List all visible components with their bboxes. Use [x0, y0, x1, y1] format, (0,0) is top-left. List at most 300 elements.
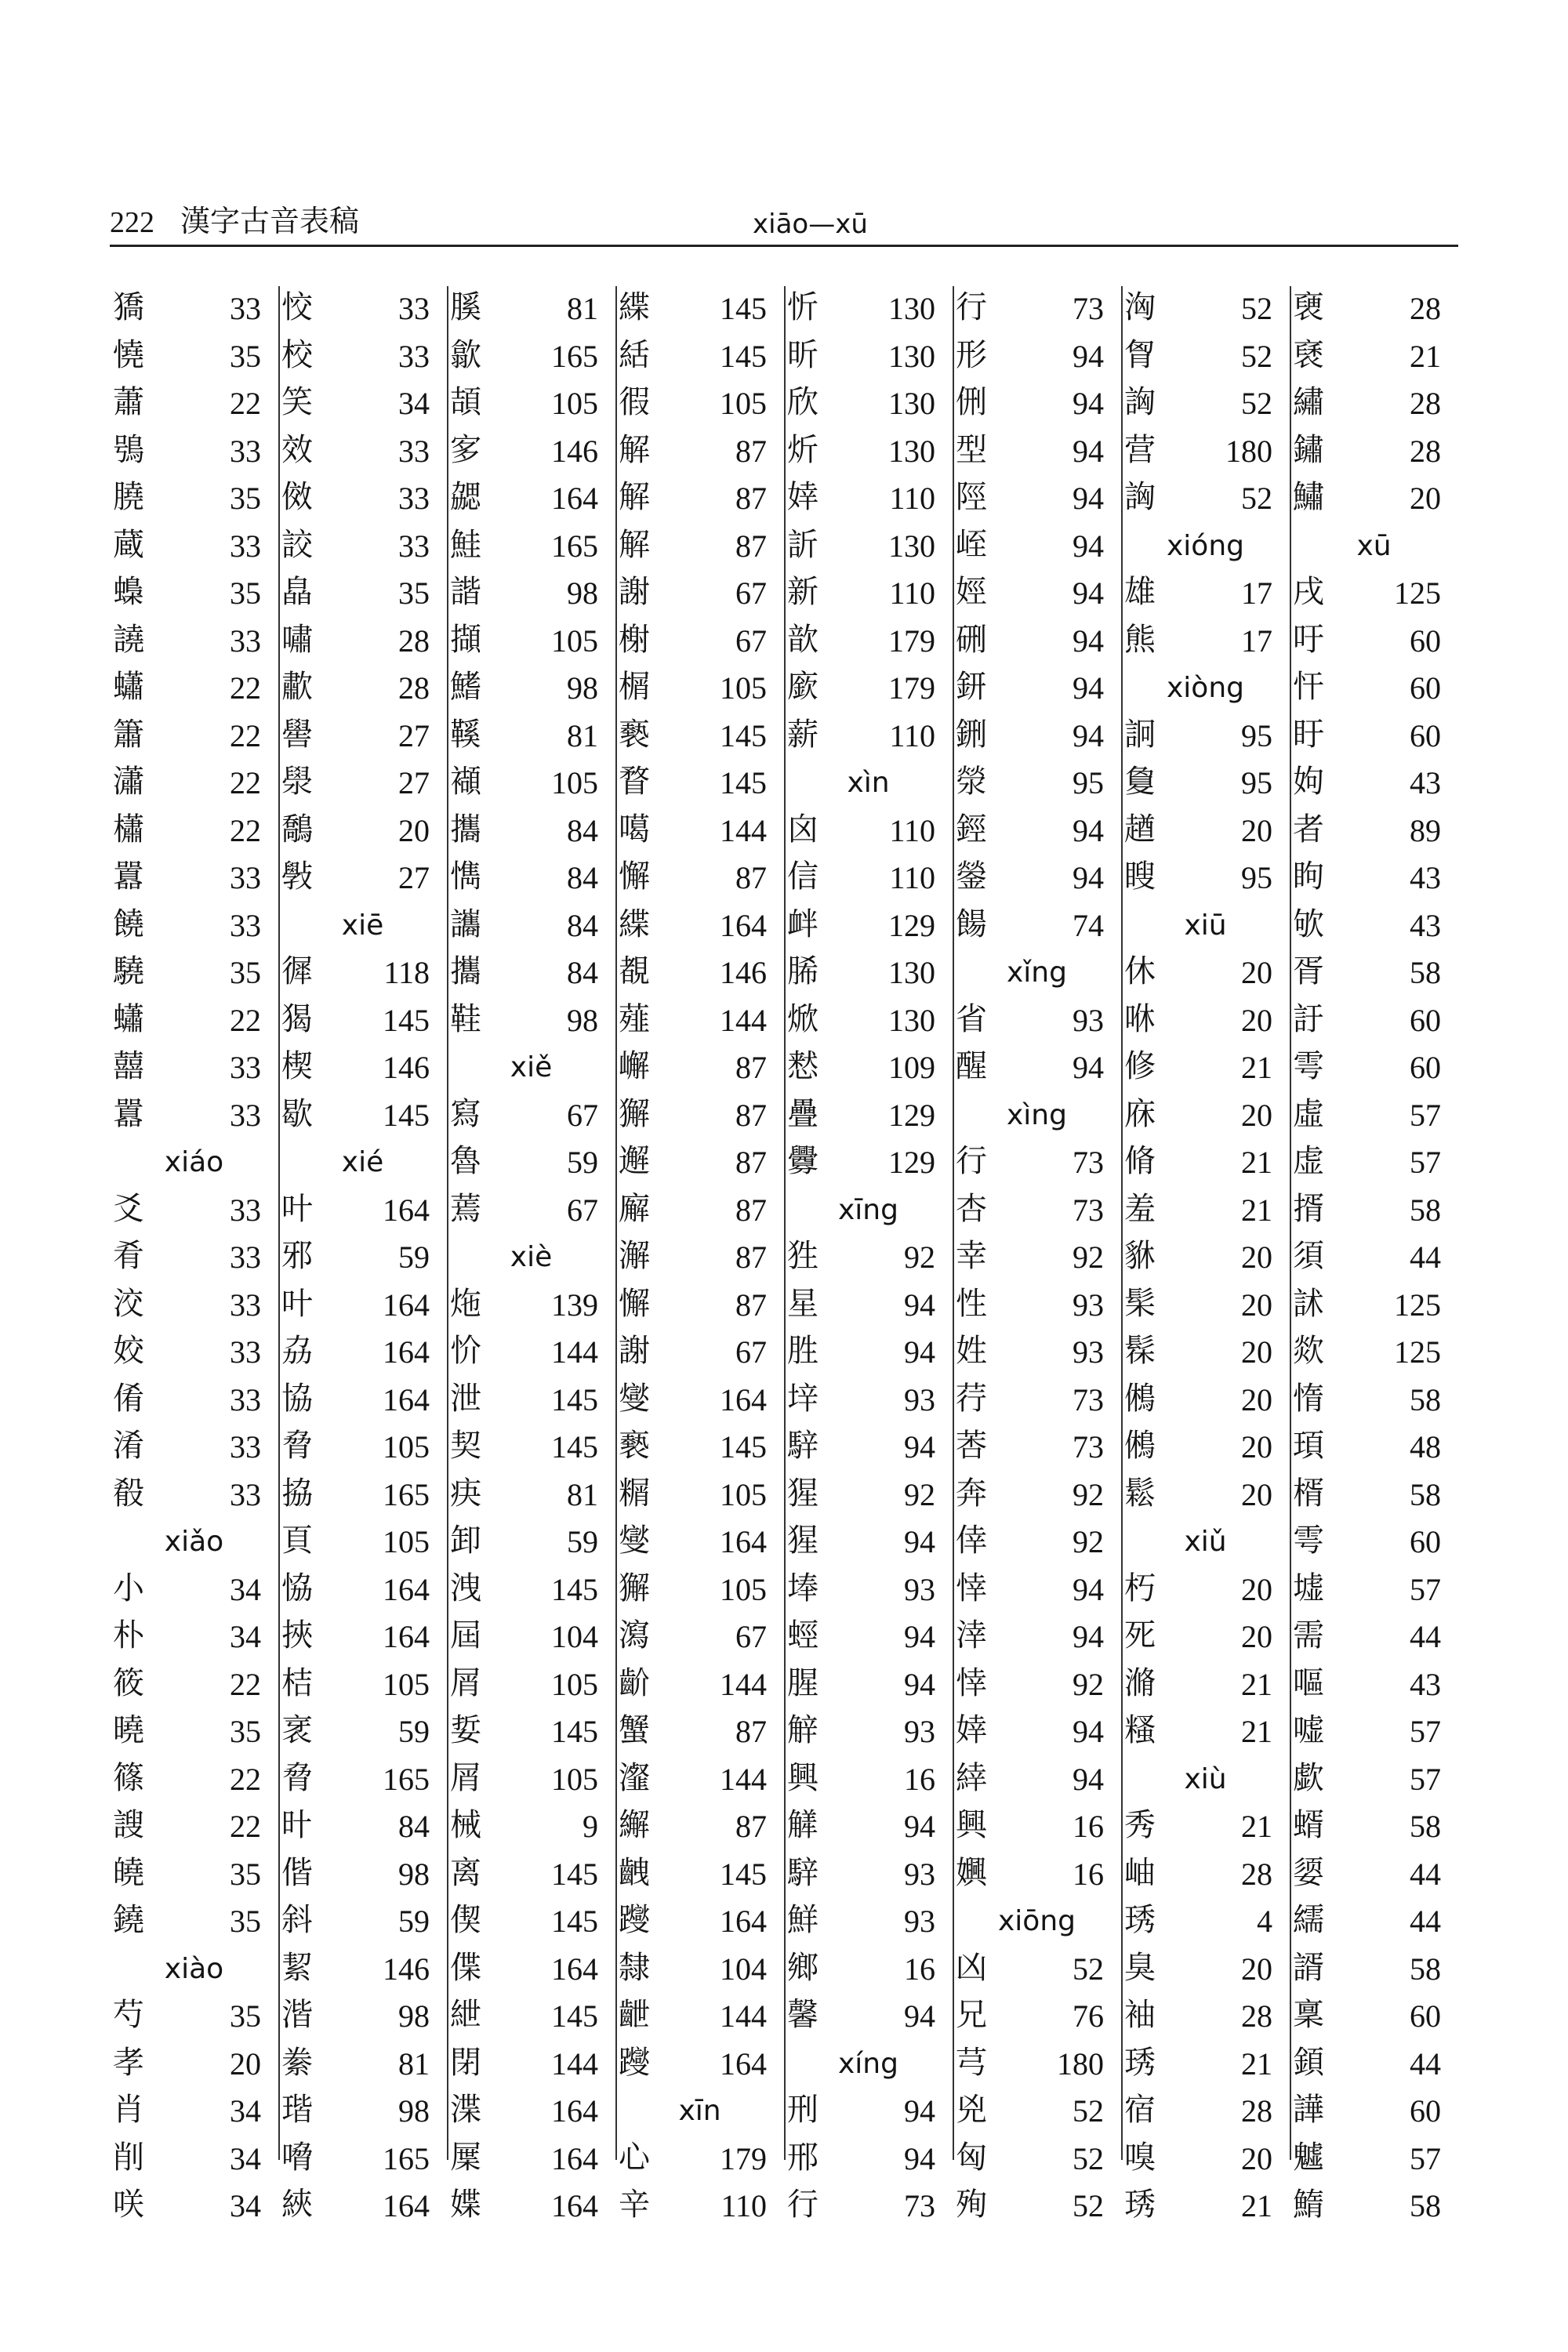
entry-number: 164	[383, 1619, 430, 1654]
entry-number: 21	[1241, 1714, 1272, 1749]
entry-number: 105	[551, 386, 598, 421]
entry-number: 34	[230, 2188, 261, 2223]
entry-number: 57	[1410, 2140, 1441, 2176]
pinyin-heading	[110, 1947, 278, 1992]
index-column	[278, 286, 448, 2223]
entry-number: 94	[1073, 1714, 1104, 1749]
index-entry	[447, 1804, 615, 1849]
index-entry	[1121, 381, 1290, 426]
entry-number: 145	[720, 765, 767, 800]
entry-number: 73	[904, 2188, 935, 2223]
entry-character: 小	[113, 1570, 144, 1606]
entry-number: 73	[1073, 1192, 1104, 1228]
entry-character: 旪	[281, 1807, 313, 1843]
entry-character: 契	[450, 1428, 481, 1464]
index-entry	[278, 2136, 447, 2182]
entry-character: 傚	[281, 479, 313, 515]
entry-number: 28	[1241, 1998, 1272, 2034]
entry-character: 嚳	[281, 716, 313, 753]
entry-number: 20	[1241, 1334, 1272, 1370]
entry-character: 腥	[787, 1664, 818, 1701]
page-number: 222	[110, 206, 154, 239]
entry-character: 髤	[1124, 1285, 1156, 1322]
entry-character: 筱	[113, 1664, 144, 1701]
entry-number: 98	[567, 1002, 598, 1038]
index-entry	[1121, 1188, 1290, 1233]
index-entry	[953, 1947, 1121, 1992]
entry-number: 165	[383, 2140, 430, 2176]
index-entry	[615, 666, 784, 711]
entry-number: 34	[230, 2140, 261, 2176]
entry-character: 峌	[956, 526, 987, 563]
entry-number: 94	[904, 1334, 935, 1370]
entry-character: 姁	[1293, 764, 1324, 800]
index-entry	[953, 666, 1121, 711]
entry-number: 105	[720, 1476, 767, 1512]
entry-character: 繲	[619, 1807, 650, 1843]
entry-number: 52	[1073, 2093, 1104, 2129]
entry-number: 94	[1073, 622, 1104, 659]
entry-number: 20	[1241, 1240, 1272, 1275]
entry-number: 52	[1241, 291, 1272, 326]
entry-character: 蟂	[113, 574, 144, 610]
entry-character: 齘	[619, 1664, 650, 1701]
entry-character: 徲	[281, 953, 313, 989]
index-entry	[110, 2089, 278, 2134]
index-entry	[953, 286, 1121, 332]
entry-character: 歙	[450, 336, 481, 373]
entry-character: 興	[956, 1807, 987, 1843]
index-entry	[1121, 1045, 1290, 1091]
entry-character: 嶰	[619, 1048, 650, 1084]
index-entry	[1290, 571, 1458, 616]
index-entry	[784, 903, 953, 949]
entry-number: 145	[383, 1002, 430, 1038]
index-column	[1121, 286, 1291, 2223]
entry-character: 硎	[956, 621, 987, 658]
index-entry	[953, 2089, 1121, 2134]
entry-character: 雩	[1293, 1048, 1324, 1084]
index-entry	[953, 334, 1121, 379]
index-entry	[278, 429, 447, 474]
entry-number: 33	[230, 907, 261, 943]
index-entry	[953, 1804, 1121, 1849]
index-entry	[278, 1377, 447, 1423]
index-entry	[953, 713, 1121, 759]
entry-character: 焮	[787, 1000, 818, 1037]
pinyin-heading	[110, 1519, 278, 1565]
entry-number: 16	[1073, 1809, 1104, 1844]
entry-number: 28	[1241, 1856, 1272, 1892]
entry-character: 紲	[450, 1997, 481, 2033]
index-entry	[110, 1472, 278, 1518]
entry-character: 蔫	[450, 1190, 481, 1227]
index-entry	[615, 808, 784, 854]
entry-character: 饒	[113, 906, 144, 942]
entry-number: 164	[720, 1904, 767, 1939]
pinyin-heading	[784, 1188, 953, 1233]
index-entry	[110, 903, 278, 949]
entry-number: 33	[230, 528, 261, 564]
index-entry	[953, 903, 1121, 949]
entry-number: 110	[889, 812, 935, 848]
index-entry	[953, 1330, 1121, 1375]
entry-character: 須	[1293, 1238, 1324, 1274]
index-entry	[953, 2136, 1121, 2182]
entry-number: 28	[398, 622, 430, 659]
entry-number: 87	[735, 1809, 767, 1844]
entry-character: 皢	[113, 1854, 144, 1891]
entry-number: 118	[383, 955, 430, 990]
entry-number: 33	[230, 860, 261, 895]
index-entry	[447, 334, 615, 379]
entry-character: 滫	[1124, 1664, 1156, 1701]
entry-character: 讗	[450, 906, 481, 942]
index-entry	[953, 760, 1121, 806]
entry-character: 涬	[956, 1617, 987, 1653]
index-entry	[784, 1709, 953, 1755]
index-entry	[1290, 286, 1458, 332]
entry-character: 髹	[1124, 1333, 1156, 1369]
entry-number: 146	[551, 433, 598, 469]
entry-number: 109	[888, 1050, 935, 1085]
entry-character: 琇	[1124, 2044, 1156, 2081]
entry-number: 60	[1410, 1524, 1441, 1559]
entry-number: 33	[230, 433, 261, 469]
index-entry	[615, 2183, 784, 2229]
entry-number: 21	[1241, 2188, 1272, 2223]
pinyin-heading	[447, 1235, 615, 1280]
entry-character: 懈	[619, 1285, 650, 1322]
entry-character: 鰭	[450, 669, 481, 705]
index-entry	[447, 1709, 615, 1755]
index-entry	[784, 1283, 953, 1328]
entry-number: 110	[889, 717, 935, 753]
entry-number: 34	[230, 1571, 261, 1607]
index-entry	[784, 1757, 953, 1802]
entry-number: 33	[230, 1476, 261, 1512]
entry-character: 鮮	[787, 1902, 818, 1938]
entry-number: 95	[1073, 765, 1104, 800]
entry-character: 荇	[956, 1380, 987, 1417]
entry-number: 52	[1073, 2140, 1104, 2176]
pinyin-heading-text: xiòng	[1167, 672, 1244, 704]
index-entry	[615, 286, 784, 332]
entry-number: 59	[567, 1145, 598, 1180]
index-entry	[1290, 760, 1458, 806]
entry-number: 89	[1410, 812, 1441, 848]
pinyin-heading-text: xiào	[164, 1952, 224, 1985]
index-entry	[110, 1852, 278, 1897]
entry-number: 105	[551, 765, 598, 800]
entry-number: 105	[551, 622, 598, 659]
entry-number: 84	[567, 860, 598, 895]
entry-number: 105	[720, 670, 767, 706]
entry-character: 歗	[281, 669, 313, 705]
entry-character: 囟	[787, 811, 818, 848]
entry-number: 58	[1410, 1476, 1441, 1512]
entry-number: 34	[230, 1619, 261, 1654]
index-entry	[1121, 1093, 1290, 1138]
entry-character: 羞	[1124, 1190, 1156, 1227]
entry-character: 挾	[281, 1617, 313, 1653]
entry-number: 94	[1073, 338, 1104, 374]
entry-number: 21	[1241, 1050, 1272, 1085]
entry-number: 94	[904, 1809, 935, 1844]
entry-number: 164	[720, 1381, 767, 1417]
pinyin-heading-text: xìn	[847, 767, 890, 799]
index-entry	[447, 571, 615, 616]
entry-character: 廞	[787, 669, 818, 705]
index-entry	[784, 334, 953, 379]
entry-character: 譊	[113, 621, 144, 658]
index-entry	[1121, 1947, 1290, 1992]
entry-number: 44	[1410, 2045, 1441, 2082]
entry-number: 81	[567, 1476, 598, 1512]
index-entry	[953, 1994, 1121, 2039]
entry-number: 22	[230, 670, 261, 706]
entry-character: 鬆	[1124, 1475, 1156, 1512]
entry-number: 43	[1410, 1666, 1441, 1702]
index-entry	[1290, 1662, 1458, 1708]
entry-number: 164	[551, 2188, 598, 2223]
index-entry	[1290, 1472, 1458, 1518]
entry-character: 屆	[450, 1617, 481, 1653]
pinyin-heading-text: xiè	[510, 1241, 553, 1273]
entry-number: 94	[904, 2093, 935, 2129]
entry-character: 膎	[450, 289, 481, 325]
entry-character: 協	[281, 1380, 313, 1417]
entry-number: 164	[551, 481, 598, 516]
entry-number: 60	[1410, 717, 1441, 753]
entry-number: 35	[230, 1714, 261, 1749]
entry-character: 倄	[113, 1380, 144, 1417]
entry-number: 67	[735, 1334, 767, 1370]
entry-character: 拹	[281, 1475, 313, 1512]
index-entry	[784, 2089, 953, 2134]
entry-number: 35	[230, 481, 261, 516]
entry-number: 164	[720, 907, 767, 943]
entry-number: 17	[1241, 622, 1272, 659]
entry-number: 164	[551, 2140, 598, 2176]
entry-number: 94	[904, 2140, 935, 2176]
index-entry	[953, 1519, 1121, 1565]
index-entry	[1290, 1994, 1458, 2039]
entry-character: 薤	[619, 1000, 650, 1037]
entry-number: 4	[1257, 1904, 1272, 1939]
index-entry	[1121, 950, 1290, 996]
entry-character: 校	[281, 336, 313, 373]
entry-number: 180	[1225, 433, 1272, 469]
entry-character: 襭	[450, 764, 481, 800]
entry-number: 16	[1073, 1856, 1104, 1892]
pinyin-heading	[1121, 903, 1290, 949]
entry-character: 咲	[113, 2187, 144, 2223]
index-entry	[784, 998, 953, 1044]
index-entry	[784, 1425, 953, 1470]
entry-character: 杏	[956, 1190, 987, 1227]
entry-number: 93	[904, 1381, 935, 1417]
index-entry	[447, 524, 615, 569]
index-entry	[447, 1519, 615, 1565]
entry-number: 22	[230, 1809, 261, 1844]
entry-number: 58	[1410, 1809, 1441, 1844]
entry-character: 魯	[450, 1143, 481, 1179]
entry-number: 22	[230, 1666, 261, 1702]
entry-number: 110	[720, 2188, 767, 2223]
entry-character: 頊	[1293, 1428, 1324, 1464]
entry-number: 98	[398, 1856, 430, 1892]
index-entry	[953, 1709, 1121, 1755]
entry-number: 17	[1241, 575, 1272, 611]
index-entry	[1121, 1283, 1290, 1328]
entry-character: 脩	[1124, 1143, 1156, 1179]
index-entry	[1121, 998, 1290, 1044]
index-entry	[953, 808, 1121, 854]
index-entry	[447, 286, 615, 332]
index-entry	[447, 950, 615, 996]
index-entry	[110, 429, 278, 474]
index-entry	[784, 429, 953, 474]
index-entry	[953, 1188, 1121, 1233]
entry-character: 解	[619, 526, 650, 563]
index-entry	[278, 1093, 447, 1138]
entry-number: 73	[1073, 1429, 1104, 1465]
index-entry	[447, 476, 615, 521]
entry-number: 21	[1241, 2045, 1272, 2082]
entry-character: 繻	[1293, 1902, 1324, 1938]
index-entry	[278, 1188, 447, 1233]
entry-number: 21	[1241, 1145, 1272, 1180]
entry-number: 94	[1073, 1571, 1104, 1607]
index-entry	[1121, 334, 1290, 379]
index-entry	[953, 571, 1121, 616]
entry-number: 129	[888, 907, 935, 943]
index-entry	[784, 476, 953, 521]
entry-character: 邪	[281, 1238, 313, 1274]
entry-number: 21	[1241, 1666, 1272, 1702]
entry-number: 94	[1073, 670, 1104, 706]
index-entry	[615, 1140, 784, 1185]
pinyin-heading	[953, 1093, 1121, 1138]
index-entry	[110, 713, 278, 759]
entry-number: 87	[735, 528, 767, 564]
entry-character: 鉶	[956, 716, 987, 753]
index-entry	[615, 1377, 784, 1423]
index-entry	[447, 1140, 615, 1185]
entry-number: 93	[1073, 1002, 1104, 1038]
index-entry	[953, 1614, 1121, 1660]
entry-character: 諧	[450, 574, 481, 610]
index-entry	[953, 2183, 1121, 2229]
entry-number: 73	[1073, 291, 1104, 326]
index-column	[447, 286, 617, 2223]
entry-number: 164	[383, 2188, 430, 2223]
entry-character: 鷮	[281, 811, 313, 848]
index-entry	[615, 1614, 784, 1660]
index-entry	[278, 1662, 447, 1708]
entry-number: 145	[720, 1856, 767, 1892]
index-entry	[110, 1614, 278, 1660]
index-entry	[447, 1188, 615, 1233]
entry-character: 殽	[113, 1475, 144, 1512]
entry-number: 58	[1410, 1381, 1441, 1417]
entry-character: 昕	[787, 336, 818, 373]
index-entry	[1290, 1235, 1458, 1280]
index-entry	[615, 1425, 784, 1470]
entry-character: 偰	[450, 1902, 481, 1938]
index-entry	[1290, 1045, 1458, 1091]
entry-number: 145	[551, 1714, 598, 1749]
index-entry	[447, 1472, 615, 1518]
entry-character: 娙	[956, 574, 987, 610]
entry-number: 87	[735, 1145, 767, 1180]
entry-character: 偕	[281, 1854, 313, 1891]
entry-number: 92	[904, 1240, 935, 1275]
index-entry	[278, 1472, 447, 1518]
entry-character: 謝	[619, 574, 650, 610]
entry-character: 頁	[281, 1523, 313, 1559]
entry-character: 澥	[619, 1238, 650, 1274]
entry-number: 145	[720, 338, 767, 374]
pinyin-heading-text: xiǔ	[1184, 1526, 1227, 1558]
entry-number: 59	[398, 1904, 430, 1939]
index-entry	[110, 950, 278, 996]
index-entry	[615, 1899, 784, 1944]
entry-number: 33	[230, 1050, 261, 1085]
entry-number: 33	[398, 338, 430, 374]
entry-character: 桔	[281, 1664, 313, 1701]
entry-character: 孝	[113, 2044, 144, 2081]
index-entry	[1121, 1709, 1290, 1755]
entry-character: 緤	[619, 906, 650, 942]
entry-character: 觲	[787, 1807, 818, 1843]
index-entry	[278, 1567, 447, 1613]
entry-character: 絬	[619, 336, 650, 373]
book-title: 漢字古音表稿	[180, 204, 360, 238]
entry-number: 67	[735, 575, 767, 611]
pinyin-heading-text: xiáo	[164, 1146, 224, 1178]
entry-character: 埲	[787, 1570, 818, 1606]
index-entry	[615, 1472, 784, 1518]
entry-character: 猩	[787, 1475, 818, 1512]
entry-character: 胜	[787, 1333, 818, 1369]
index-entry	[1290, 2136, 1458, 2182]
entry-number: 33	[230, 1381, 261, 1417]
entry-number: 98	[567, 670, 598, 706]
entry-character: 魖	[1293, 2139, 1324, 2176]
entry-number: 33	[230, 1240, 261, 1275]
entry-number: 110	[889, 860, 935, 895]
entry-number: 20	[1241, 1381, 1272, 1417]
entry-number: 180	[1057, 2045, 1104, 2082]
entry-character: 斅	[281, 858, 313, 895]
entry-character: 噶	[619, 811, 650, 848]
index-entry	[1290, 1519, 1458, 1565]
index-entry	[1290, 1709, 1458, 1755]
index-entry	[278, 524, 447, 569]
index-entry	[447, 2183, 615, 2229]
index-entry	[447, 1757, 615, 1802]
pinyin-heading-text: xióng	[1167, 529, 1244, 562]
index-entry	[1290, 808, 1458, 854]
index-columns	[110, 286, 1458, 2223]
entry-character: 瀣	[619, 1759, 650, 1796]
index-entry	[784, 1330, 953, 1375]
entry-number: 81	[398, 2045, 430, 2082]
entry-character: 性	[956, 1285, 987, 1322]
entry-character: 心	[619, 2139, 650, 2176]
